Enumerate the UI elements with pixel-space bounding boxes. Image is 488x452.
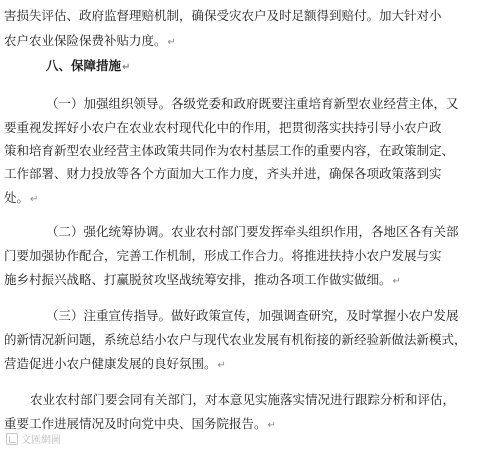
text-line [4,120,442,136]
line-text: 工作部署、财力投放等各个方面加大工作力度，齐头并进，确保各项政策落到实 [4,166,442,181]
text-line [46,224,459,240]
paragraph-mark-icon: ↵ [167,37,176,48]
line-text: （一）加强组织领导。各级党委和政府既要注重培育新型农业经营主体，又 [46,96,459,111]
line-text: 策和培育新型农业经营主体政策共同作为农村基层工作的重要内容，在政策制定、 [4,143,455,158]
line-text: （二）强化统筹协调。农业农村部门要发挥牵头组织作用，各地区各有关部 [46,224,459,239]
text-line [30,392,455,408]
line-text: 施乡村振兴战略、打赢脱贫攻坚战统筹安排，推动各项工作做实做细。 [4,272,392,287]
line-text: 八、保障措施 [46,58,122,73]
paragraph-mark-icon: ↵ [30,194,39,205]
watermark [6,431,61,446]
text-line [4,248,442,264]
text-line [4,33,176,51]
line-text: 门要加强协作配合，完善工作机制，形成工作合力。将推进扶持小农户发展与实 [4,248,442,263]
text-line [4,8,442,24]
line-text: 害损失评估、政府监督理赔机制，确保受灾农户及时足额得到赔付。加大针对小 [4,8,442,23]
line-text: 农户农业保险保费补贴力度。 [4,33,167,48]
line-text: 重要工作进展情况及时向党中央、国务院报告。 [4,416,267,431]
text-line [4,143,454,159]
line-text: 处。 [4,190,30,205]
text-line [4,166,442,182]
watermark-text: 文匯網圖 [21,435,61,446]
text-line [4,332,467,348]
line-text: 要重视发挥好小农户在农业农村现代化中的作用，把贯彻落实扶持引导小农户政 [4,120,442,135]
photo-icon [6,433,18,445]
paragraph-mark-icon: ↵ [217,360,226,371]
line-text: （三）注重宣传指导。做好政策宣传，加强调查研究，及时掌握小农户发展 [46,308,459,323]
paragraph-mark-icon: ↵ [392,276,401,287]
paragraph-mark-icon: ↵ [122,62,131,73]
line-text: 农业农村部门要会同有关部门，对本意见实施落实情况进行跟踪分析和评估， [30,392,456,407]
text-line [46,308,459,324]
line-text: 营造促进小农户健康发展的良好氛围。 [4,356,217,371]
section-heading [46,58,130,76]
text-line [4,272,401,290]
text-line [4,356,226,374]
text-line [4,190,38,208]
paragraph-mark-icon: ↵ [267,420,276,431]
text-line [46,96,459,112]
line-text: 的新情况新问题，系统总结小农户与现代农业发展有机衔接的新经验新做法新模式， [4,332,467,347]
